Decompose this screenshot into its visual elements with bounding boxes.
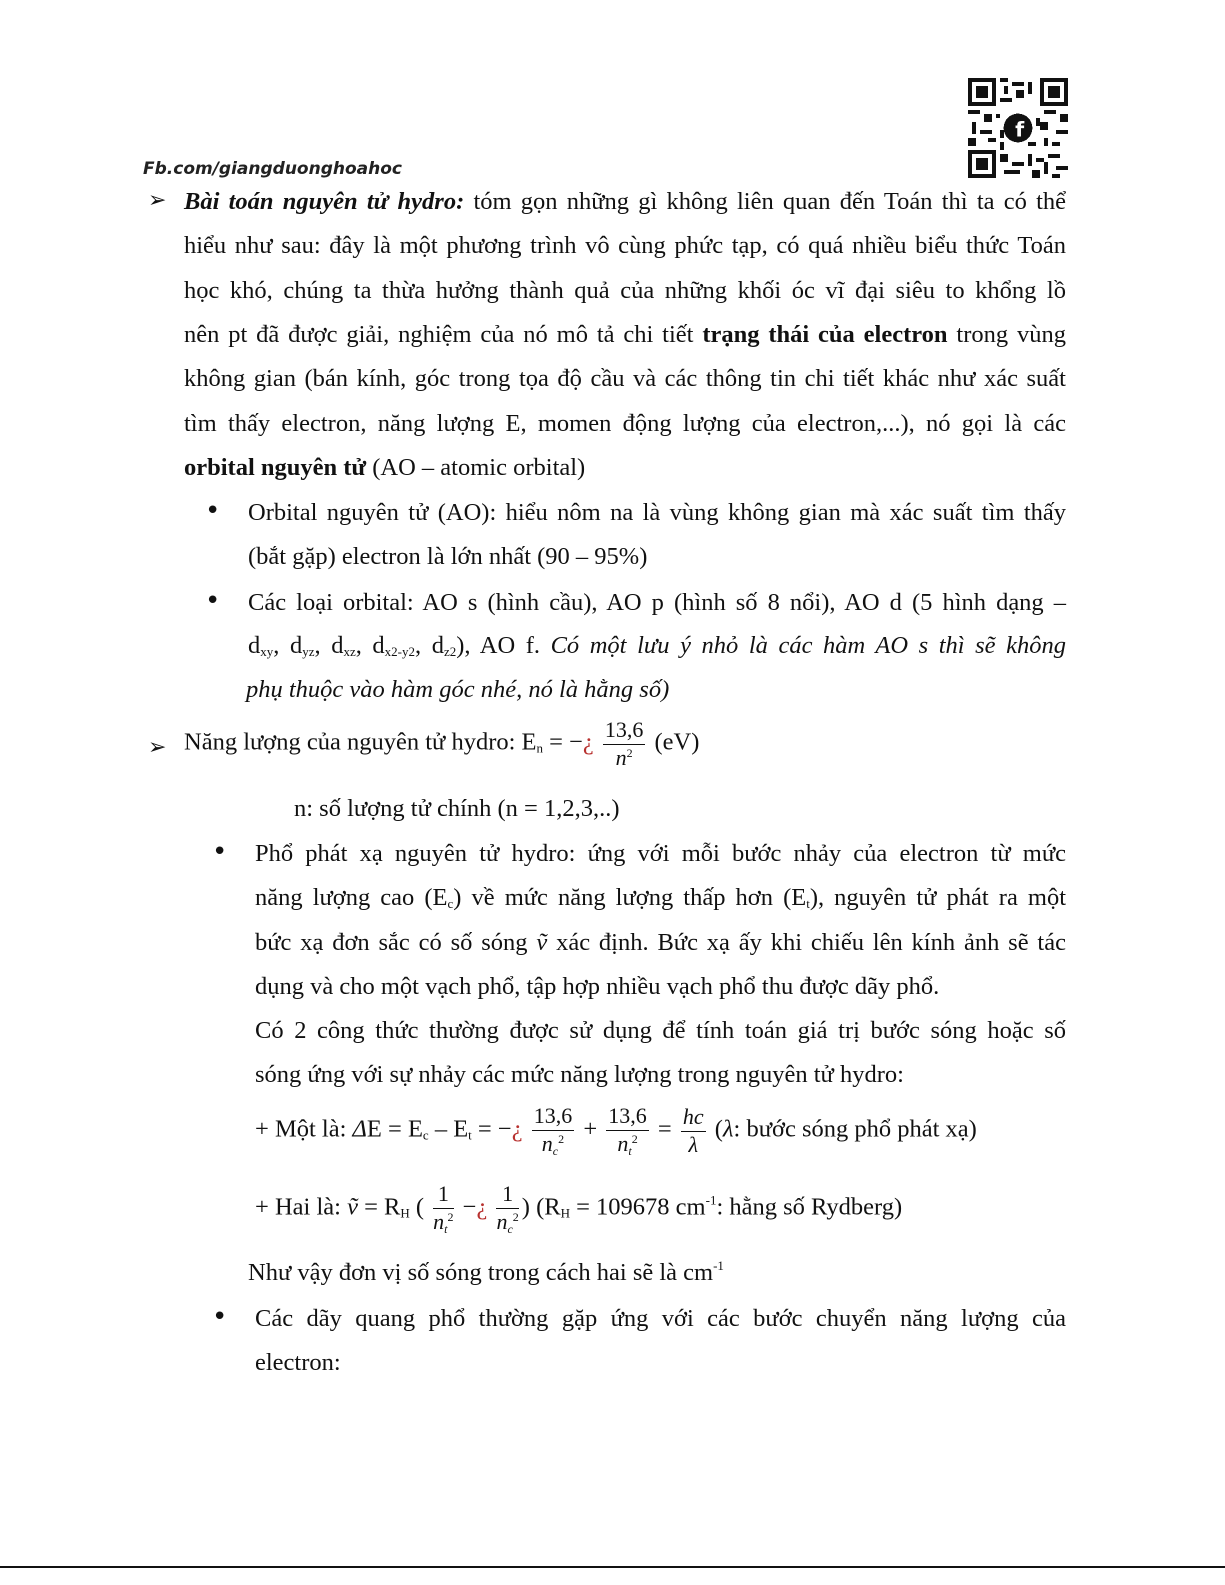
- bullet2-line2: $d_{xy}$, $d_{yz}$, $d_{xz}$, $d_{x2-y2}$, $d_{z2}$), AO f. Có một lưu ý nhỏ là các hàm AO s thì sẽ không: [248, 632, 1067, 659]
- formula-two: + Hai là: ṽ = $R_H$ ( $\frac{1}{n_t^2}$ −¿ $\frac{1}{n_c^2}$ ) ($R_H = 109678$ $cm^{-1}$: hằng số Rydberg): [255, 1181, 903, 1236]
- section1-line1: Bài toán nguyên tử hydro: tóm gọn những gì không liên quan đến Toán thì ta có thể: [184, 188, 1066, 215]
- electron-state-term: trạng thái của electron: [702, 321, 948, 348]
- wavenumber-unit-note: Như vậy đơn vị số sóng trong cách hai sẽ là $cm^{-1}$: [248, 1258, 724, 1286]
- wavenumber-symbol: ṽ: [536, 929, 548, 956]
- bullet1-line2: (bắt gặp) electron là lớn nhất (90 – 95%): [248, 543, 648, 570]
- fraction-one-over-nt: $\frac{1}{n_t^2}$: [433, 1181, 454, 1236]
- fraction-energy-t: $\frac{13,6}{n_t^2}$: [608, 1103, 647, 1158]
- bullet3-line1: Phổ phát xạ nguyên tử hydro: ứng với mỗi bước nhảy của electron từ mức: [255, 840, 1066, 867]
- bullet3-line5: Có 2 công thức thường được sử dụng để tính toán giá trị bước sóng hoặc số: [255, 1017, 1066, 1044]
- section1-line3: học khó, chúng ta thừa hưởng thành quả của những khối óc vĩ đại siêu to khổng lồ: [184, 277, 1066, 304]
- atomic-orbital-term: orbital nguyên tử: [184, 454, 367, 481]
- section1-line5: không gian (bán kính, góc trong tọa độ cầu và các thông tin chi tiết khác như xác suất: [184, 365, 1066, 392]
- bullet4-line1: Các dãy quang phổ thường gặp ứng với các bước chuyển năng lượng của: [255, 1305, 1066, 1332]
- section1-line6: tìm thấy electron, năng lượng E, momen động lượng của electron,...), nó gọi là các: [184, 410, 1066, 437]
- bullet3-line4: dụng và cho một vạch phổ, tập hợp nhiều vạch phổ thu được dãy phổ.: [255, 973, 940, 1000]
- bullet-dot-icon: •: [205, 586, 221, 616]
- arrow-bullet-icon: ➢: [148, 188, 167, 213]
- fraction-hc-lambda: $\frac{hc}{\lambda}$: [682, 1104, 704, 1157]
- formula-one: + Một là: $\Delta E = E_c - E_t$ = −¿ $\frac{13,6}{n_c^2}$ + $\frac{13,6}{n_t^2}$ = $\frac{hc}{\lambda}$ (λ: bước sóng phổ phát xạ): [255, 1103, 977, 1158]
- bullet-dot-icon: •: [212, 1302, 228, 1332]
- qr-code-icon: [968, 78, 1068, 178]
- section1-title: Bài toán nguyên tử hydro:: [184, 188, 465, 215]
- bullet-dot-icon: •: [205, 496, 221, 526]
- section1-line2: hiểu như sau: đây là một phương trình vô cùng phức tạp, có quá nhiều biểu thức Toán: [184, 232, 1066, 259]
- section1-line7: orbital nguyên tử (AO – atomic orbital): [184, 454, 586, 481]
- fraction-energy-c: $\frac{13,6}{n_c^2}$: [533, 1103, 573, 1158]
- bullet1-line1: Orbital nguyên tử (AO): hiểu nôm na là vùng không gian mà xác suất tìm thấy: [248, 499, 1066, 526]
- bullet3-line6: sóng ứng với sự nhảy các mức năng lượng trong nguyên tử hydro:: [255, 1061, 904, 1088]
- bullet3-line3: bức xạ đơn sắc có số sóng ṽ xác định. Bức xạ ấy khi chiếu lên kính ảnh sẽ tác: [255, 929, 1066, 956]
- bullet4-line2: electron:: [255, 1349, 341, 1376]
- bullet3-line2: năng lượng cao $(E_c)$ về mức năng lượng thấp hơn $(E_t)$, nguyên tử phát ra một: [255, 884, 1066, 911]
- svg-text:f: f: [1015, 117, 1025, 142]
- facebook-page-link[interactable]: Fb.com/giangduonghoahoc: [143, 159, 402, 179]
- section1-line4: nên pt đã được giải, nghiệm của nó mô tả chi tiết trạng thái của electron trong vùng: [184, 321, 1066, 348]
- principal-quantum-number-note: n: số lượng tử chính (n = 1,2,3,..): [294, 795, 620, 822]
- bullet2-line1: Các loại orbital: AO s (hình cầu), AO p (hình số 8 nổi), AO d (5 hình dạng –: [248, 589, 1066, 616]
- energy-fraction: $\frac{13,6}{n^2}$: [604, 717, 644, 770]
- bullet2-line3: phụ thuộc vào hàm góc nhé, nó là hằng số): [246, 676, 670, 703]
- page-bottom-divider: [0, 1566, 1225, 1568]
- fraction-one-over-nc: $\frac{1}{n_c^2}$: [496, 1181, 519, 1236]
- arrow-bullet-icon: ➢: [148, 735, 167, 760]
- energy-formula: Năng lượng của nguyên tử hydro: $E_n$ = −¿ $\frac{13,6}{n^2}$ (eV): [184, 717, 700, 770]
- bullet-dot-icon: •: [212, 837, 228, 867]
